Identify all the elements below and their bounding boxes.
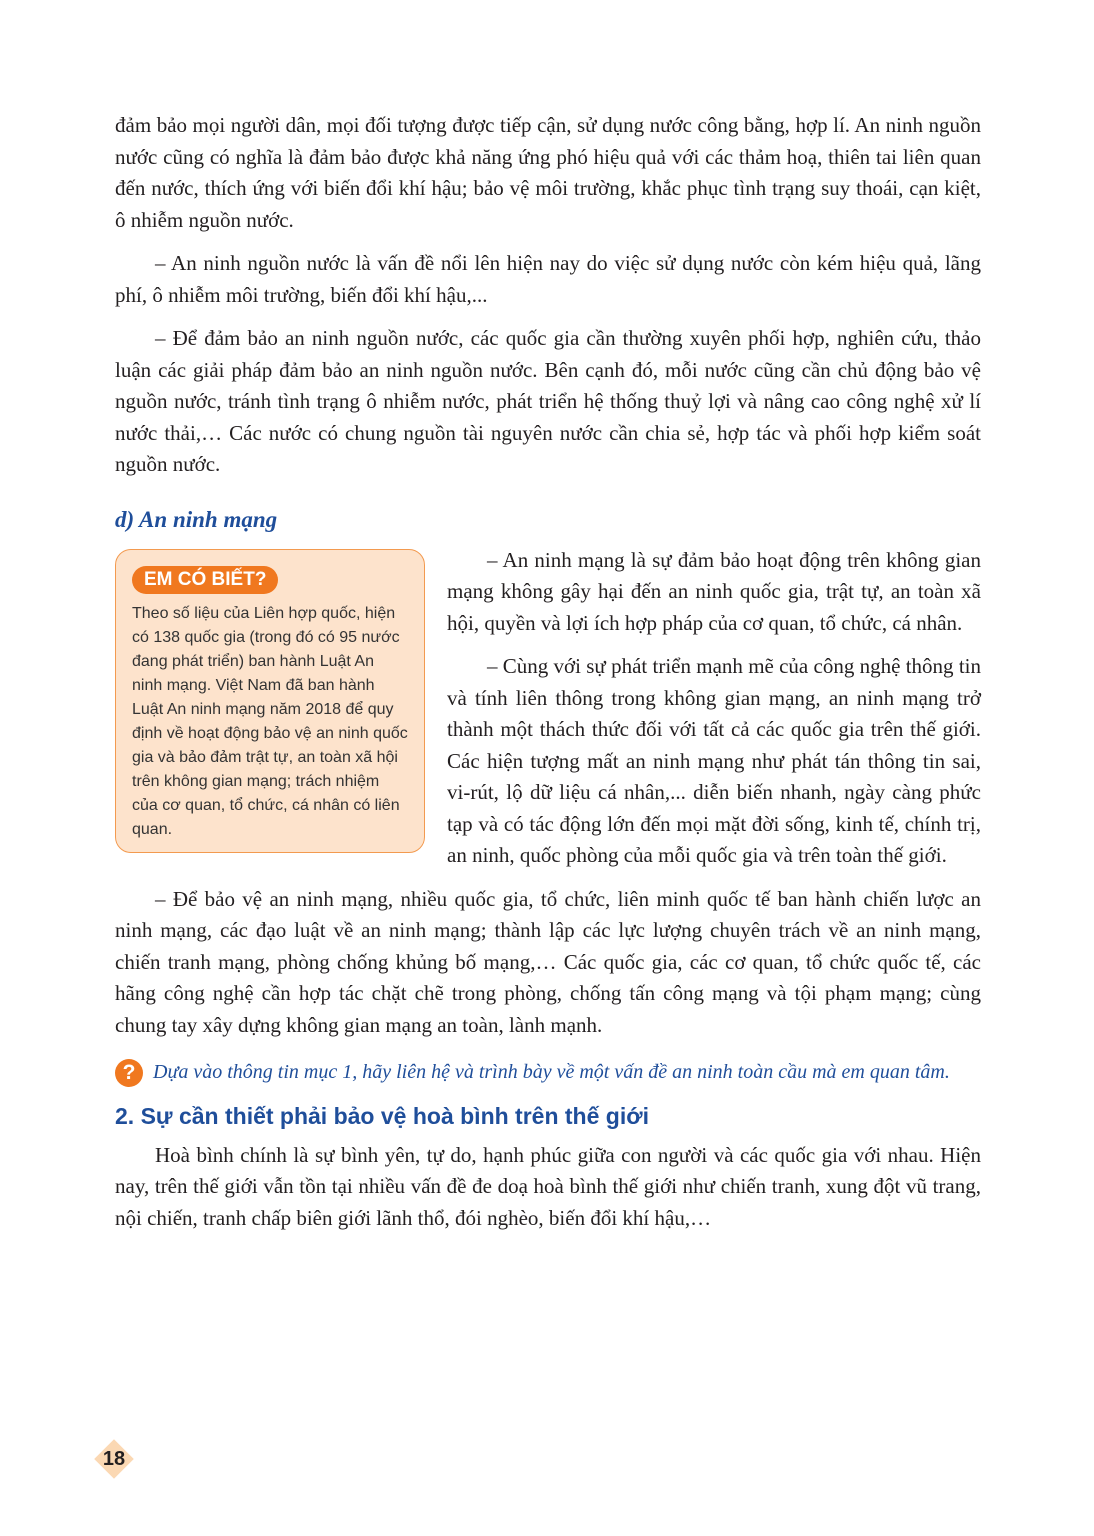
question-icon: ? — [115, 1059, 143, 1087]
paragraph-water-security-3: – Để đảm bảo an ninh nguồn nước, các quốc gia cần thường xuyên phối hợp, nghiên cứu, thảo luận các giải pháp đảm bảo an ninh nguồn nước. Bên cạnh đó, mỗi nước cũng cần chủ động bảo vệ nguồn nước, tránh tình trạng ô nhiễm nước, phát triển hệ thống thuỷ lợi và nâng cao công nghệ xử lí nước thải,… Các nước có chung nguồn tài nguyên nước cần chia sẻ, hợp tác và phối hợp kiểm soát nguồn nước. — [115, 326, 981, 476]
paragraph-water-security-1: đảm bảo mọi người dân, mọi đối tượng được tiếp cận, sử dụng nước công bằng, hợp lí. An ninh nguồn nước cũng có nghĩa là đảm bảo được khả năng ứng phó hiệu quả với các thảm hoạ, thiên tai liên quan đến nước, thích ứng với biến đổi khí hậu; bảo vệ môi trường, khắc phục tình trạng suy thoái, cạn kiệt, ô nhiễm nguồn nước. — [115, 113, 981, 232]
page-number — [94, 1439, 134, 1479]
section-heading-peace: 2. Sự cần thiết phải bảo vệ hoà bình trên thế giới — [115, 1102, 649, 1129]
page-number-text: 18 — [102, 1448, 126, 1470]
question-block — [115, 1057, 981, 1089]
question-text: Dựa vào thông tin mục 1, hãy liên hệ và trình bày về một vấn đề an ninh toàn cầu mà em quan tâm. — [153, 1061, 950, 1083]
page-content — [115, 110, 981, 1246]
paragraph-cyber-2: – Cùng với sự phát triển mạnh mẽ của công nghệ thông tin và tính liên thông trong không gian mạng, an ninh mạng trở thành một thách thức đối với tất cả các quốc gia trên thế giới. Các hiện tượng mất an ninh mạng như phát tán thông tin sai, vi-rút, lộ dữ liệu cá nhân,... diễn biến nhanh, ngày càng phức tạp và có tác động lớn đến mọi mặt đời sống, kinh tế, chính trị, an ninh, quốc phòng của mỗi quốc gia và trên toàn thế giới. — [447, 654, 981, 867]
paragraph-cyber-3: – Để bảo vệ an ninh mạng, nhiều quốc gia, tổ chức, liên minh quốc tế ban hành chiến lược an ninh mạng, các đạo luật về an ninh mạng; thành lập các lực lượng chuyên trách về an ninh mạng, chiến tranh mạng, phòng chống khủng bố mạng,… Các quốc gia, các cơ quan, tổ chức quốc tế, các hãng công nghệ cần hợp tác chặt chẽ trong phòng, chống tấn công mạng và tội phạm mạng; cùng chung tay xây dựng không gian mạng an toàn, lành mạnh. — [115, 886, 981, 1037]
paragraph-peace: Hoà bình chính là sự bình yên, tự do, hạnh phúc giữa con người và các quốc gia với nhau. Hiện nay, trên thế giới vẫn tồn tại nhiều vấn đề đe doạ hoà bình thế giới như chiến tranh, xung đột vũ trang, nội chiến, tranh chấp biên giới lãnh thổ, đói nghèo, biến đổi khí hậu,… — [115, 1142, 981, 1230]
did-you-know-text: Theo số liệu của Liên hợp quốc, hiện có 138 quốc gia (trong đó có 95 nước đang phát triển) ban hành Luật An ninh mạng. Việt Nam đã ban hành Luật An ninh mạng năm 2018 để quy định về hoạt động bảo vệ an ninh quốc gia và bảo đảm trật tự, an toàn xã hội trên không gian mạng; trách nhiệm của cơ quan, tổ chức, cá nhân có liên quan. — [132, 604, 408, 838]
cyber-security-section — [115, 545, 981, 1042]
did-you-know-badge: EM CÓ BIẾT? — [132, 566, 278, 594]
paragraph-cyber-1: – An ninh mạng là sự đảm bảo hoạt động trên không gian mạng không gây hại đến an ninh quốc gia, trật tự, an toàn xã hội, quyền và lợi ích hợp pháp của cơ quan, tổ chức, cá nhân. — [447, 547, 981, 635]
did-you-know-box — [115, 549, 425, 853]
paragraph-water-security-2: – An ninh nguồn nước là vấn đề nổi lên hiện nay do việc sử dụng nước còn kém hiệu quả, lãng phí, ô nhiễm môi trường, biến đổi khí hậu,... — [115, 251, 981, 307]
subheading-cyber-security: d) An ninh mạng — [115, 506, 278, 532]
